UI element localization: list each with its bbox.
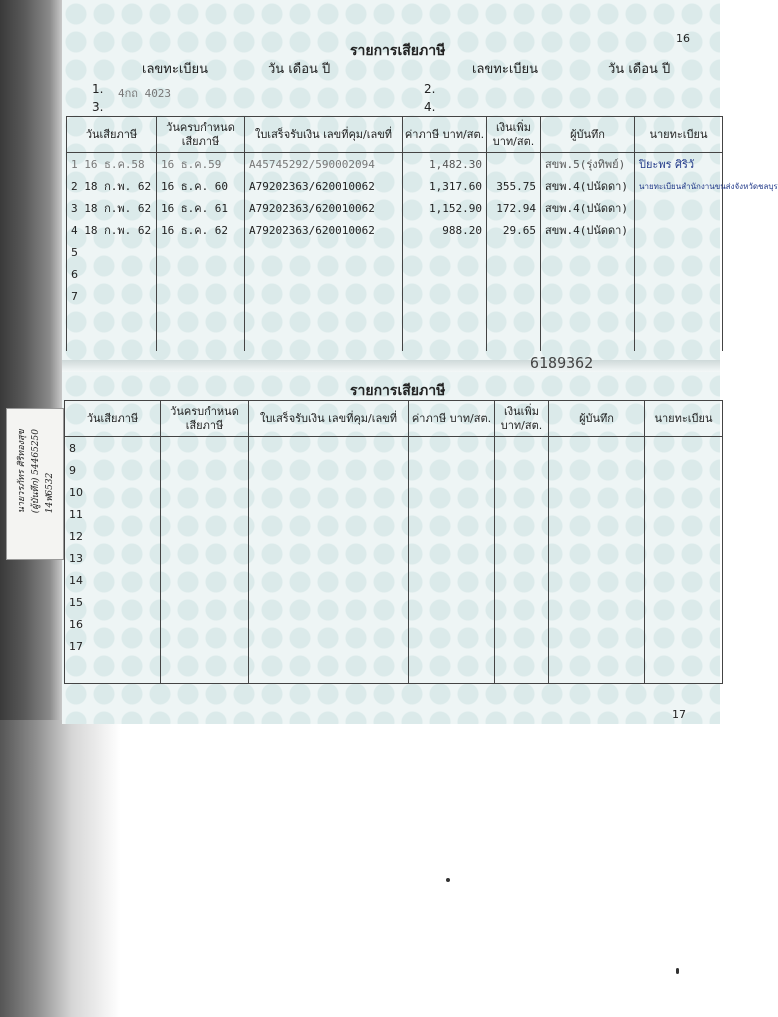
col-header-surcharge: เงินเพิ่ม บาท/สต. bbox=[487, 117, 541, 153]
due-date: 16 ธ.ค. 61 bbox=[157, 197, 245, 219]
table-row bbox=[65, 569, 723, 591]
page-top bbox=[62, 0, 778, 360]
book-spine-shadow bbox=[0, 720, 120, 1017]
receipt-number: A79202363/620010062 bbox=[245, 197, 403, 219]
col-header-recorder: ผู้บันทึก bbox=[541, 117, 635, 153]
table-row bbox=[67, 197, 723, 219]
surcharge-amount: 29.65 bbox=[487, 219, 541, 241]
page-number: 16 bbox=[676, 32, 690, 45]
registrar-signature: ปิยะพร ศิริวั bbox=[635, 153, 723, 176]
ink-speck bbox=[676, 968, 679, 974]
page-title: รายการเสียภาษี bbox=[350, 43, 446, 59]
col-header-surcharge: เงินเพิ่ม บาท/สต. bbox=[495, 401, 549, 437]
table-row bbox=[67, 175, 723, 197]
row-number: 16 bbox=[65, 613, 161, 635]
table-row bbox=[65, 547, 723, 569]
paid-date: 16 ธ.ค.58 bbox=[84, 158, 145, 171]
recorder-name: สขพ.4(ปนัดดา) bbox=[541, 219, 635, 241]
row-number: 2 bbox=[71, 180, 78, 193]
page-bottom bbox=[62, 372, 720, 724]
table-row bbox=[67, 307, 723, 351]
recorder-sticker bbox=[6, 408, 64, 560]
sticker-line: 14ฬ6532 bbox=[45, 472, 55, 514]
page-title: รายการเสียภาษี bbox=[350, 383, 446, 399]
row-number: 7 bbox=[67, 285, 157, 307]
row-number: 8 bbox=[65, 437, 161, 460]
tax-table-top bbox=[66, 116, 778, 351]
surcharge-amount bbox=[487, 153, 541, 176]
row-number: 4 bbox=[71, 224, 78, 237]
receipt-number: A79202363/620010062 bbox=[245, 219, 403, 241]
col-header-registrar: นายทะเบียน bbox=[635, 117, 723, 153]
row-number: 5 bbox=[67, 241, 157, 263]
due-date: 16 ธ.ค. 60 bbox=[157, 175, 245, 197]
tax-table-bottom bbox=[64, 400, 723, 684]
table-row bbox=[65, 613, 723, 635]
recorder-name: สขพ.4(ปนัดดา) bbox=[541, 175, 635, 197]
row-number: 14 bbox=[65, 569, 161, 591]
row-number: 17 bbox=[65, 635, 161, 657]
recorder-name: สขพ.4(ปนัดดา) bbox=[541, 197, 635, 219]
paid-date: 18 ก.พ. 62 bbox=[84, 202, 152, 215]
row-number: 3 bbox=[71, 202, 78, 215]
receipt-number: A45745292/590002094 bbox=[245, 153, 403, 176]
sticker-line: นายวรภัทร ศิริทองสุข bbox=[17, 429, 27, 514]
reg-row-value: 4กถ 4023 bbox=[118, 87, 172, 100]
table-row bbox=[67, 263, 723, 285]
col-header-receipt: ใบเสร็จรับเงิน เลขที่คุม/เลขที่ bbox=[249, 401, 409, 437]
reg-header-right: เลขทะเบียน bbox=[472, 62, 539, 77]
col-header-paid: วันเสียภาษี bbox=[65, 401, 161, 437]
col-header-registrar: นายทะเบียน bbox=[645, 401, 723, 437]
table-row bbox=[65, 481, 723, 503]
col-header-receipt: ใบเสร็จรับเงิน เลขที่คุม/เลขที่ bbox=[245, 117, 403, 153]
reg-row-num: 2. bbox=[424, 82, 436, 96]
col-header-tax: ค่าภาษี บาท/สต. bbox=[409, 401, 495, 437]
row-number: 15 bbox=[65, 591, 161, 613]
table-row bbox=[65, 635, 723, 657]
date-header-left: วัน เดือน ปี bbox=[268, 62, 331, 77]
receipt-number: A79202363/620010062 bbox=[245, 175, 403, 197]
ink-speck bbox=[446, 878, 450, 882]
row-number: 10 bbox=[65, 481, 161, 503]
paid-date: 18 ก.พ. 62 bbox=[84, 224, 152, 237]
row-number: 6 bbox=[67, 263, 157, 285]
registrar-stamp: นายทะเบียนสำนักงานขนส่งจังหวัดชลบุร bbox=[635, 175, 723, 197]
page-fold bbox=[62, 354, 720, 372]
row-number: 13 bbox=[65, 547, 161, 569]
reg-row-num: 4. bbox=[424, 100, 436, 114]
col-header-tax: ค่าภาษี บาท/สต. bbox=[403, 117, 487, 153]
row-number: 11 bbox=[65, 503, 161, 525]
surcharge-amount: 172.94 bbox=[487, 197, 541, 219]
date-header-right: วัน เดือน ปี bbox=[608, 62, 671, 77]
row-number: 9 bbox=[65, 459, 161, 481]
table-row bbox=[65, 525, 723, 547]
sticker-line: (ผู้บันทึก) 54465250 bbox=[31, 429, 41, 514]
recorder-name: สขพ.5(รุ่งทิพย์) bbox=[541, 153, 635, 176]
tax-amount: 1,152.90 bbox=[403, 197, 487, 219]
reg-header-left: เลขทะเบียน bbox=[142, 62, 209, 77]
surcharge-amount: 355.75 bbox=[487, 175, 541, 197]
table-row bbox=[67, 219, 723, 241]
col-header-paid: วันเสียภาษี bbox=[67, 117, 157, 153]
table-row bbox=[65, 591, 723, 613]
table-row bbox=[65, 503, 723, 525]
row-number: 12 bbox=[65, 525, 161, 547]
paid-date: 18 ก.พ. 62 bbox=[84, 180, 152, 193]
table-row bbox=[67, 285, 723, 307]
table-row bbox=[65, 437, 723, 460]
row-number: 1 bbox=[71, 158, 78, 171]
table-row bbox=[65, 459, 723, 481]
col-header-due: วันครบกำหนด เสียภาษี bbox=[161, 401, 249, 437]
due-date: 16 ธ.ค.59 bbox=[157, 153, 245, 176]
tax-amount: 988.20 bbox=[403, 219, 487, 241]
page-number: 17 bbox=[672, 708, 686, 721]
due-date: 16 ธ.ค. 62 bbox=[157, 219, 245, 241]
tax-amount: 1,482.30 bbox=[403, 153, 487, 176]
col-header-due: วันครบกำหนด เสียภาษี bbox=[157, 117, 245, 153]
table-row bbox=[65, 657, 723, 683]
table-row bbox=[67, 153, 723, 176]
table-row bbox=[67, 241, 723, 263]
reg-row-num: 1. bbox=[92, 82, 104, 96]
col-header-recorder: ผู้บันทึก bbox=[549, 401, 645, 437]
tax-amount: 1,317.60 bbox=[403, 175, 487, 197]
reg-row-num: 3. bbox=[92, 100, 104, 114]
fold-code: 6189362 bbox=[530, 354, 594, 372]
